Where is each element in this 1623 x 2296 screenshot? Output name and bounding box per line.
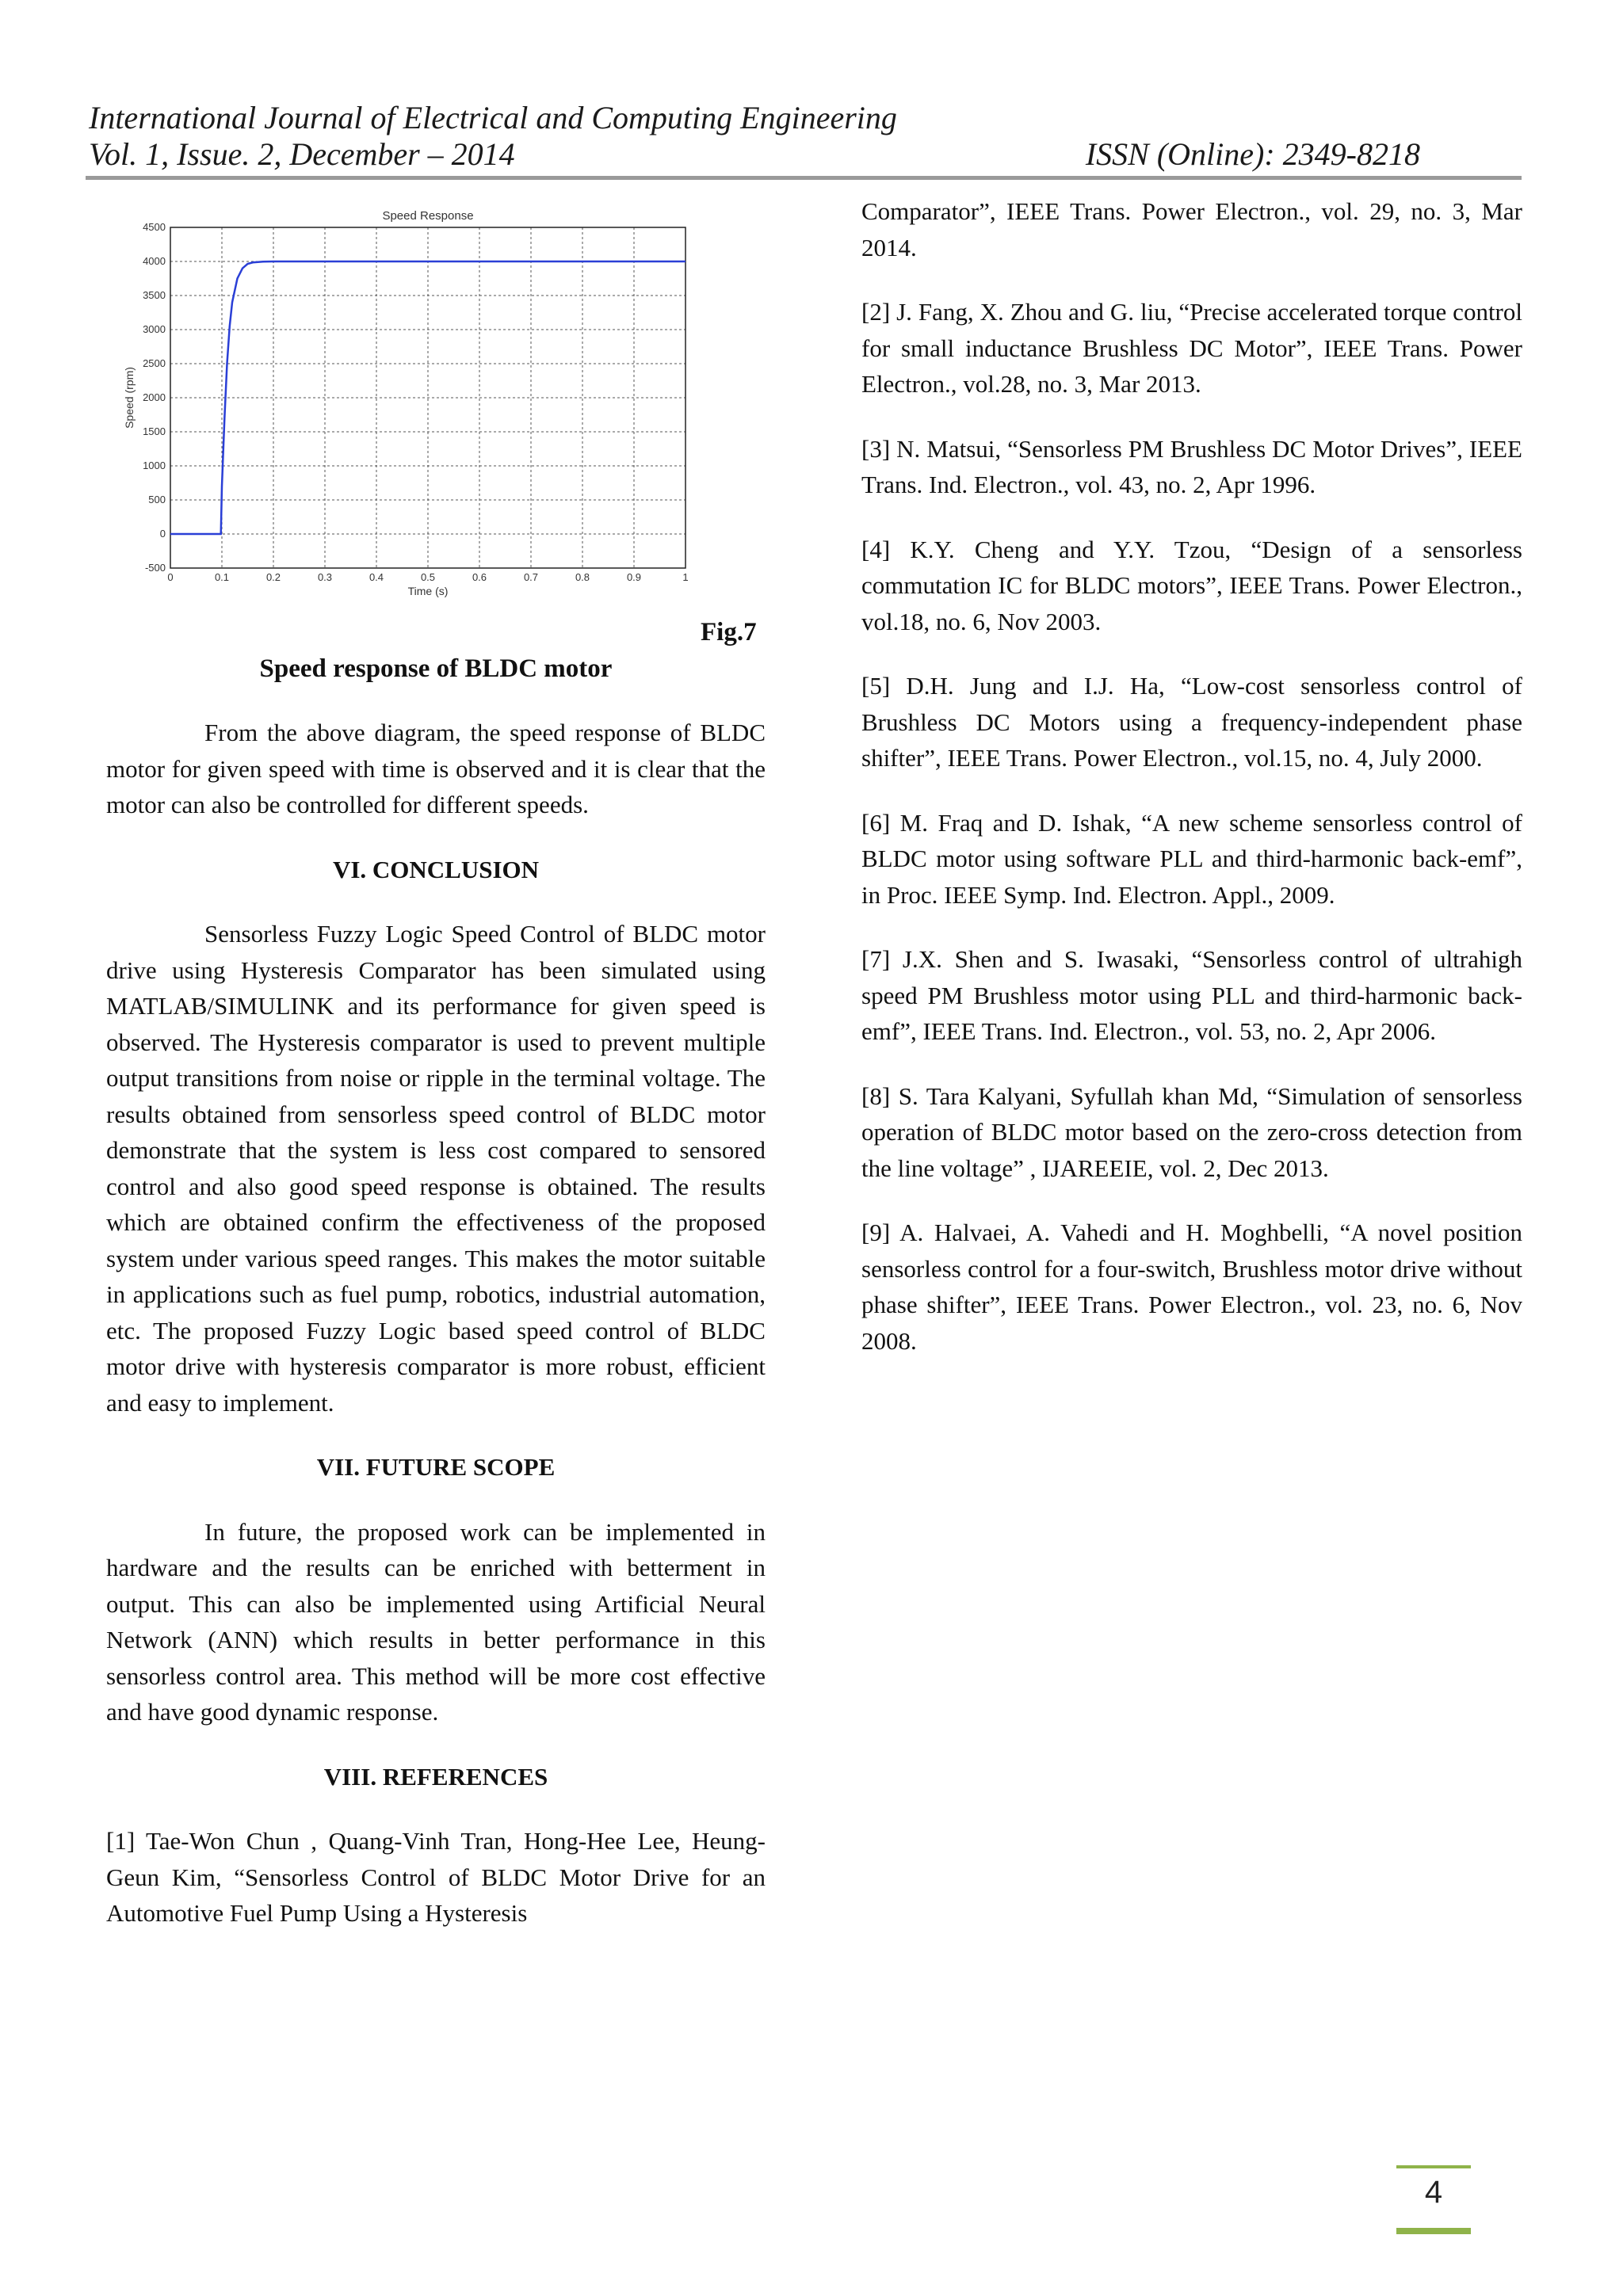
figure-caption: Speed response of BLDC motor — [259, 654, 613, 683]
y-tick-label: 1500 — [143, 425, 166, 437]
figure-label: Fig.7 — [701, 618, 757, 646]
reference-7: [7] J.X. Shen and S. Iwasaki, “Sensorless control of ultrahigh speed PM Brushless motor using PLL and third-harmonic back-emf”, IEEE Trans. Ind. Electron., vol. 53, no. 2, Apr 2006. — [861, 945, 1522, 1045]
issn: ISSN (Online): 2349-8218 — [1085, 136, 1420, 172]
x-tick-label: 0.8 — [575, 571, 590, 583]
page-number-top-rule — [1396, 2165, 1471, 2168]
y-tick-label: 3000 — [143, 323, 166, 335]
header-rule — [86, 176, 1522, 180]
chart-title: Speed Response — [382, 209, 474, 223]
reference-1-start: [1] Tae-Won Chun , Quang-Vinh Tran, Hong-Hee Lee, Heung-Geun Kim, “Sensorless Control of BLDC Motor Drive for an Automotive Fuel Pump Using a Hysteresis — [106, 1827, 766, 1927]
x-tick-label: 0.2 — [265, 571, 281, 583]
x-tick-label: 0.9 — [626, 571, 642, 583]
y-tick-label: 4500 — [143, 221, 166, 233]
y-tick-label: 1000 — [143, 460, 166, 471]
x-tick-label: 0.7 — [523, 571, 539, 583]
y-tick-label: 0 — [159, 528, 166, 540]
x-tick-label: 1 — [682, 571, 689, 583]
y-tick-label: -500 — [144, 562, 166, 574]
reference-6: [6] M. Fraq and D. Ishak, “A new scheme sensorless control of BLDC motor using software PLL and third-harmonic back-emf”, in Proc. IEEE Symp. Ind. Electron. Appl., 2009. — [861, 808, 1522, 909]
future-scope-heading: VII. FUTURE SCOPE — [316, 1453, 556, 1481]
y-axis-label: Speed (rpm) — [123, 367, 136, 429]
chart-svg — [119, 200, 705, 631]
right-column — [861, 193, 1522, 1359]
issue-line — [89, 136, 1420, 173]
y-tick-label: 4000 — [143, 255, 166, 267]
reference-1-end: Comparator”, IEEE Trans. Power Electron., vol. 29, no. 3, Mar 2014. — [861, 197, 1522, 261]
volume-issue: Vol. 1, Issue. 2, December – 2014 — [89, 136, 515, 172]
x-tick-label: 0 — [167, 571, 174, 583]
conclusion-heading: VI. CONCLUSION — [332, 855, 540, 883]
intro-paragraph: From the above diagram, the speed response of BLDC motor for given speed with time is observed and it is clear that the motor can also be controlled for different speeds. — [106, 719, 766, 818]
reference-9: [9] A. Halvaei, A. Vahedi and H. Moghbelli, “A novel position sensorless control for a four-switch, Brushless motor drive without phase shifter”, IEEE Trans. Power Electron., vol. 23, no. 6, Nov 2008. — [861, 1219, 1522, 1355]
reference-3: [3] N. Matsui, “Sensorless PM Brushless DC Motor Drives”, IEEE Trans. Ind. Electron., vol. 43, no. 2, Apr 1996. — [861, 434, 1522, 498]
speed-response-chart — [119, 200, 705, 631]
y-tick-label: 2500 — [143, 357, 166, 369]
chart-grid — [170, 227, 685, 568]
y-tick-label: 3500 — [143, 289, 166, 301]
x-axis-label: Time (s) — [407, 585, 449, 597]
x-tick-label: 0.1 — [214, 571, 230, 583]
x-tick-label: 0.4 — [369, 571, 384, 583]
conclusion-paragraph: Sensorless Fuzzy Logic Speed Control of BLDC motor drive using Hysteresis Comparator has been simulated using MATLAB/SIMULINK and its performance for given speed is observed. The Hysteresis comparator is used to prevent multiple output transitions from noise or ripple in the terminal voltage. The results obtained from sensorless speed control of BLDC motor demonstrate that the system is less cost compared to sensored control and also good speed response is obtained. The results which are obtained confirm the effectiveness of the proposed system under various speed ranges. This makes the motor suitable in applications such as fuel pump, robotics, industrial automation, etc. The proposed Fuzzy Logic based speed control of BLDC motor drive with hysteresis comparator is more robust, efficient and easy to implement. — [106, 920, 766, 1417]
y-tick-label: 2000 — [143, 391, 166, 403]
x-tick-label: 0.3 — [317, 571, 333, 583]
reference-8: [8] S. Tara Kalyani, Syfullah khan Md, “Simulation of sensorless operation of BLDC motor based on the zero-cross detection from the line voltage” , IJAREEIE, vol. 2, Dec 2013. — [861, 1081, 1522, 1182]
x-tick-label: 0.5 — [420, 571, 436, 583]
x-tick-label: 0.6 — [472, 571, 487, 583]
journal-title: International Journal of Electrical and Computing Engineering — [89, 100, 897, 135]
reference-2: [2] J. Fang, X. Zhou and G. liu, “Precise accelerated torque control for small inductance Brushless DC Motor”, IEEE Trans. Power Electron., vol.28, no. 3, Mar 2013. — [861, 298, 1522, 398]
y-tick-label: 500 — [148, 494, 166, 505]
reference-5: [5] D.H. Jung and I.J. Ha, “Low-cost sensorless control of Brushless DC Motors using a frequency-independent phase shifter”, IEEE Trans. Power Electron., vol.15, no. 4, July 2000. — [861, 672, 1522, 772]
reference-4: [4] K.Y. Cheng and Y.Y. Tzou, “Design of a sensorless commutation IC for BLDC motors”, IEEE Trans. Power Electron., vol.18, no. 6, Nov 2003. — [861, 535, 1522, 635]
left-column — [106, 715, 766, 1932]
page-number: 4 — [1424, 2175, 1443, 2210]
references-heading: VIII. REFERENCES — [323, 1762, 548, 1791]
future-scope-paragraph: In future, the proposed work can be implemented in hardware and the results can be enriched with betterment in output. This can also be implemented using Artificial Neural Network (ANN) which results in better performance in this sensorless control area. This method will be more cost effective and have good dynamic response. — [106, 1517, 766, 1726]
page-number-bottom-rule — [1396, 2228, 1471, 2234]
